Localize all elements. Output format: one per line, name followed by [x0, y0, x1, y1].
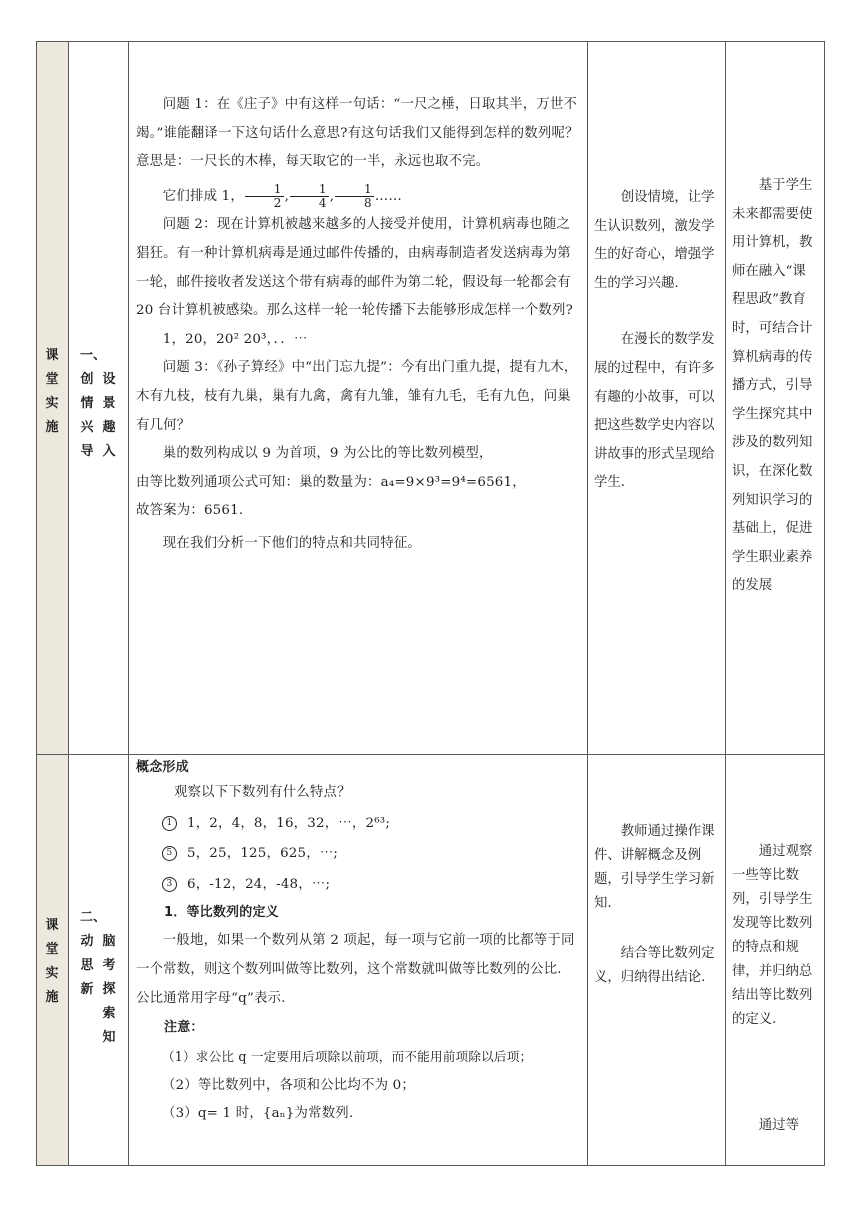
- stage-char: 实: [45, 966, 59, 981]
- note-title: 注意：: [164, 1020, 204, 1036]
- note-2: （2）等比数列中，各项和公比均不为 0；: [162, 1077, 415, 1093]
- activity-text-3: 教师通过操作课件、讲解概念及例题，引导学生学习新知.: [594, 824, 715, 911]
- answer-line-3: 故答案为：6561.: [136, 503, 244, 519]
- circle-2-icon: 5: [162, 846, 177, 861]
- fraction-1-8: $\frac{1}{8}$: [335, 183, 374, 210]
- circle-1-icon: 1: [162, 816, 177, 831]
- col-divider-3: [587, 41, 588, 1166]
- definition-text: 一般地，如果一个数列从第 2 项起，每一项与它前一项的比都等于同一个常数，则这个数列叫做等比数列，这个常数就叫做等比数列的公比．公比通常用字母“q”表示.: [136, 933, 575, 1006]
- sequence-c-text: 6，-12，24，-48，⋯;: [187, 876, 331, 892]
- intent-cell-2: [732, 840, 818, 1138]
- step-label-2: [78, 906, 124, 1045]
- answer-line-1: 巢的数列构成以 9 为首项，9 为公比的等比数列模型，: [162, 446, 493, 462]
- stage-label-2: [36, 914, 68, 1010]
- note-1: （1）求公比 q 一定要用后项除以前项，而不能用前项除以后项；: [162, 1049, 533, 1065]
- step-col-b: 脑 考 探 索 知: [102, 934, 116, 1045]
- step-col-b: 设 景 趣 入: [102, 372, 116, 459]
- sequence-1-prefix: 它们排成 1，: [162, 188, 244, 204]
- sequence-1: 它们排成 1， $\frac{1}{2}$ , $\frac{1}{4}$ , $\frac{1}{8}$ ……: [162, 181, 402, 210]
- sequence-a: [136, 810, 582, 839]
- stage-char: 堂: [45, 372, 59, 387]
- activity-cell-2: [594, 820, 718, 990]
- sequence-2: 1，20，20² 20³，．．⋯: [162, 331, 308, 347]
- content-cell-2: [136, 757, 582, 1129]
- step-col-a: 动 思 新: [80, 934, 94, 997]
- intent-cell-1: [732, 172, 818, 601]
- table-row-divider: [36, 754, 824, 755]
- question-3: 问题 3：《孙子算经》中“出门忘九提”：今有出门重九提，提有九木，木有九枝，枝有九巢，巢有九禽，禽有九雏，雏有九毛，毛有九色，问巢有几何？: [136, 360, 578, 433]
- observe-prompt: 观察以下下数列有什么特点？: [174, 785, 351, 800]
- table-border-top: [36, 41, 824, 42]
- stage-char: 课: [45, 348, 59, 363]
- content-cell-1: [136, 91, 580, 559]
- col-divider-1: [68, 41, 69, 1166]
- sequence-a-text: 1，2，4，8，16，32，⋯，2⁶³;: [187, 815, 391, 831]
- stage-char: 实: [45, 396, 59, 411]
- col-divider-4: [725, 41, 726, 1166]
- stage-char: 课: [45, 918, 59, 933]
- stage-label-1: [36, 344, 68, 440]
- table-border-right: [824, 41, 825, 1166]
- sequence-1-suffix: ……: [374, 188, 402, 204]
- fraction-1-2: $\frac{1}{2}$: [245, 183, 284, 210]
- question-1: 问题 1：在《庄子》中有这样一句话：“一尺之棰，日取其半，万世不竭。”谁能翻译一下这句话什么意思?有这句话我们又能得到怎样的数列呢？意思是：一尺长的木棒，每天取它的一半，永远也取不完。: [136, 97, 579, 170]
- intent-text-1: 基于学生未来都需要使用计算机，教师在融入“课程思政”教育时，可结合计算机病毒的传播方式，引导学生探究其中涉及的数列知识，在深化数列知识学习的基础上，促进学生职业素养的发展: [732, 178, 813, 594]
- stage-char: 施: [45, 990, 59, 1005]
- stage-char: 堂: [45, 942, 59, 957]
- activity-text-4: 结合等比数列定义，归纳得出结论.: [594, 946, 715, 985]
- answer-line-2: 由等比数列通项公式可知：巢的数量为：a₄=9×9³=9⁴=6561，: [136, 474, 526, 490]
- step-col-a: 创 情 兴 导: [80, 372, 94, 459]
- step-number: 一、: [80, 348, 107, 363]
- sequence-c: [136, 871, 582, 900]
- col-divider-2: [128, 41, 129, 1166]
- sequence-b-text: 5，25，125，625，⋯;: [187, 846, 339, 862]
- step-number: 二、: [80, 910, 107, 925]
- intent-text-3: 通过等: [758, 1118, 799, 1133]
- activity-text-2: 在漫长的数学发展的过程中，有许多有趣的小故事，可以把这些数学史内容以讲故事的形式呈现给学生.: [594, 332, 715, 491]
- activity-text-1: 创设情境，让学生认识数列，激发学生的好奇心，增强学生的学习兴趣.: [594, 190, 715, 291]
- step-label-1: [78, 344, 124, 459]
- question-2: 问题 2：现在计算机被越来越多的人接受并使用，计算机病毒也随之猖狂。有一种计算机病毒是通过邮件传播的，由病毒制造者发送病毒为第一轮，邮件接收者发送这个带有病毒的邮件为第二轮，假设每一轮都会有 20 台计算机被感染。那么这样一轮一轮传播下去能够形成怎样一个数列?: [136, 217, 573, 319]
- stage-char: 施: [45, 420, 59, 435]
- activity-cell-1: [594, 184, 718, 498]
- definition-title: 1．等比数列的定义: [164, 905, 279, 921]
- sequence-b: [136, 840, 582, 869]
- intent-text-2: 通过观察一些等比数列，引导学生发现等比数列的特点和规律，并归纳总结出等比数列的定义.: [732, 844, 813, 1027]
- table-border-bottom: [36, 1165, 824, 1166]
- summary-line: 现在我们分析一下他们的特点和共同特征。: [162, 535, 422, 551]
- circle-3-icon: 3: [162, 877, 177, 892]
- concept-heading: 概念形成: [136, 760, 189, 775]
- fraction-1-4: $\frac{1}{4}$: [290, 183, 329, 210]
- note-3: （3）q= 1 时，{aₙ}为常数列.: [162, 1106, 354, 1122]
